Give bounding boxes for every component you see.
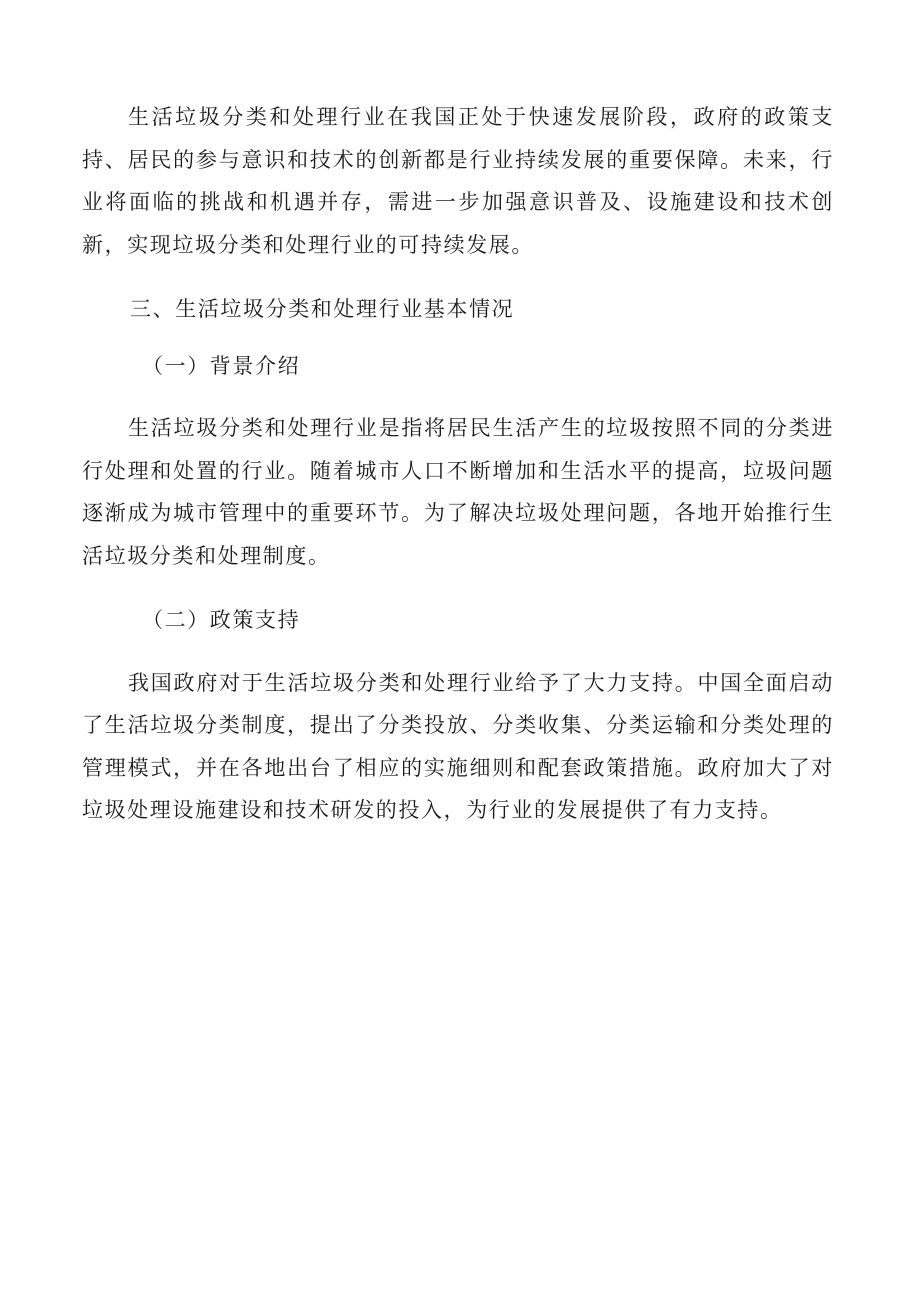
- section-heading: 三、生活垃圾分类和处理行业基本情况: [130, 297, 515, 321]
- spacer: [82, 577, 834, 599]
- background-paragraph: 生活垃圾分类和处理行业是指将居民生活产生的垃圾按照不同的分类进行处理和处置的行业。随着城市人口不断增加和生活水平的提高，垃圾问题逐渐成为城市管理中的重要环节。为了解决垃圾处理问题，各地开始推行生活垃圾分类和处理制度。: [82, 416, 834, 568]
- policy-paragraph: 我国政府对于生活垃圾分类和处理行业给予了大力支持。中国全面启动了生活垃圾分类制度，提出了分类投放、分类收集、分类运输和分类处理的管理模式，并在各地出台了相应的实施细则和配套政策措施。政府加大了对垃圾处理设施建设和技术研发的投入，为行业的发展提供了有力支持。: [82, 670, 834, 822]
- spacer: [82, 331, 834, 345]
- subsection-heading-background: （一）背景介绍: [142, 353, 301, 378]
- spacer: [82, 387, 834, 407]
- document-body: [82, 96, 834, 832]
- spacer: [82, 642, 834, 662]
- spacer: [82, 266, 834, 288]
- subsection-heading-policy: （二）政策支持: [142, 608, 301, 632]
- intro-paragraph: 生活垃圾分类和处理行业在我国正处于快速发展阶段，政府的政策支持、居民的参与意识和技术的创新都是行业持续发展的重要保障。未来，行业将面临的挑战和机遇并存，需进一步加强意识普及、设施建设和技术创新，实现垃圾分类和处理行业的可持续发展。: [82, 105, 834, 257]
